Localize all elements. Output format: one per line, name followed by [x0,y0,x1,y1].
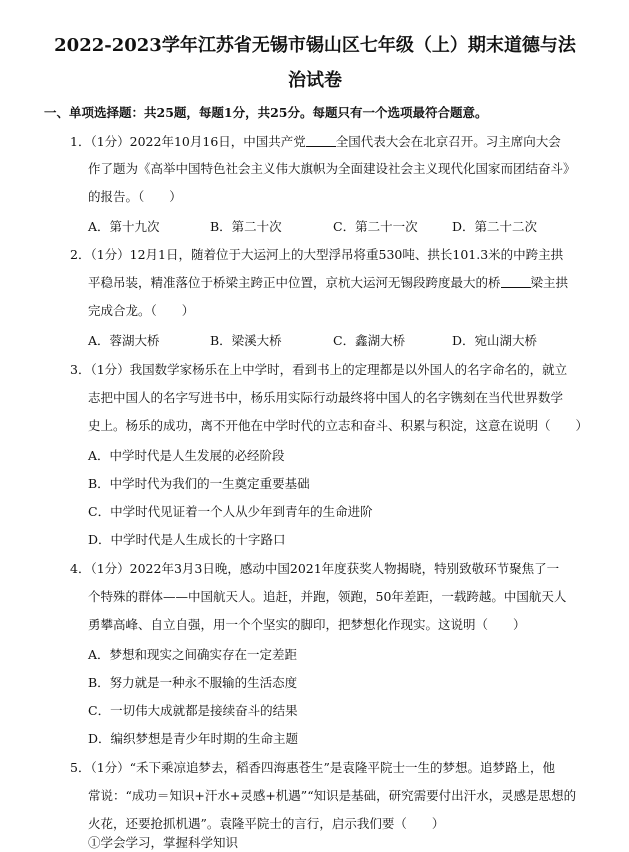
q1-option-d: D．第二十二次 [452,219,538,234]
q5-item-1: ①学会学习，掌握科学知识 [88,835,239,850]
q1-text-cont: 全国代表大会在北京召开。习主席向大会 [335,134,561,149]
q3-line-1: 3．（1分）我国数学家杨乐在上中学时，看到书上的定理都是以外国人的名字命名的，就立 [70,362,568,377]
q1-text: 1．（1分）2022年10月16日，中国共产党 [70,134,306,149]
q2-line-1: 2．（1分）12月1日，随着位于大运河上的大型浮吊将重530吨、拱长101.3米的中跨主拱 [70,247,564,262]
q1-option-a: A．第十九次 [88,219,160,234]
q1-line-1 [70,133,561,151]
q4-line-3: 勇攀高峰、自立自强，用一个个坚实的脚印，把梦想化作现实。这说明（ ） [88,617,526,632]
section-heading: 一、单项选择题：共25题，每题1分，共25分。每题只有一个选项最符合题意。 [44,105,488,120]
q1-option-c: C．第二十一次 [333,219,418,234]
q1-blank [306,134,336,147]
q1-line-2: 作了题为《高举中国特色社会主义伟大旗帜为全面建设社会主义现代化国家而团结奋斗》 [88,161,576,176]
q4-line-1: 4．（1分）2022年3月3日晚，感动中国2021年度获奖人物揭晓，特别致敬环节聚焦了一 [70,561,560,576]
q3-option-d: D．中学时代是人生成长的十字路口 [88,532,286,547]
q3-line-3: 史上。杨乐的成功，离不开他在中学时代的立志和奋斗、积累与积淀，这意在说明（ ） [88,418,589,433]
q4-option-b: B．努力就是一种永不服输的生活态度 [88,675,298,690]
q2-blank [501,275,531,288]
q3-option-c: C．中学时代见证着一个人从少年到青年的生命进阶 [88,504,373,519]
q2-option-a: A．蓉湖大桥 [88,333,160,348]
q2-line-3: 完成合龙。（ ） [88,303,195,318]
q4-option-c: C．一切伟大成就都是接续奋斗的结果 [88,703,298,718]
q2-text-cont: 梁主拱 [530,275,569,290]
q3-line-2: 志把中国人的名字写进书中，杨乐用实际行动最终将中国人的名字镌刻在当代世界数学 [88,390,564,405]
q1-option-b: B．第二十次 [210,219,282,234]
exam-title-line-2: 治试卷 [288,70,342,91]
q3-option-a: A．中学时代是人生发展的必经阶段 [88,448,285,463]
q5-line-2: 常说：“成功＝知识+汗水+灵感+机遇”“知识是基础，研究需要付出汗水，灵感是思想的 [88,788,577,803]
q4-option-d: D．编织梦想是青少年时期的生命主题 [88,731,299,746]
q2-line-2 [88,274,568,292]
q2-option-d: D．宛山湖大桥 [452,333,538,348]
q4-line-2: 个特殊的群体——中国航天人。追赶，并跑，领跑，50年差距，一载跨越。中国航天人 [88,589,567,604]
q5-line-3: 火花，还要抢抓机遇”。袁隆平院士的言行，启示我们要（ ） [88,816,445,831]
q4-option-a: A．梦想和现实之间确实存在一定差距 [88,647,298,662]
q5-line-1: 5．（1分）“禾下乘凉追梦去，稻香四海惠苍生”是袁隆平院士一生的梦想。追梦路上，他 [70,760,555,775]
q2-option-c: C．鑫湖大桥 [333,333,406,348]
q2-text: 平稳吊装，精准落位于桥梁主跨正中位置，京杭大运河无锡段跨度最大的桥 [88,275,501,290]
q2-option-b: B．梁溪大桥 [210,333,282,348]
exam-title-line-1: 2022-2023学年江苏省无锡市锡山区七年级（上）期末道德与法 [54,35,576,56]
q1-line-3: 的报告。（ ） [88,189,182,204]
q3-option-b: B．中学时代为我们的一生奠定重要基础 [88,476,310,491]
